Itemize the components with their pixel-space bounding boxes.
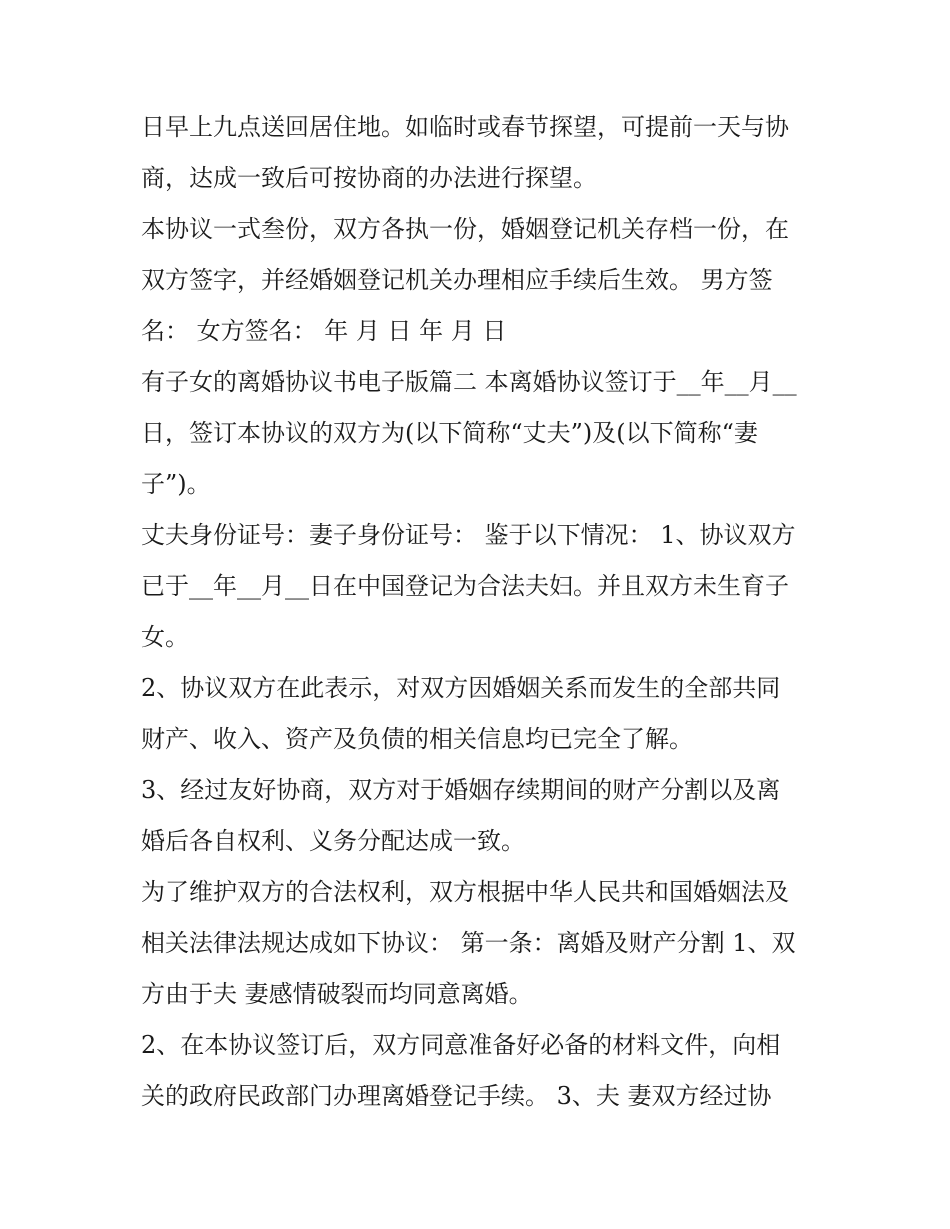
- text-line: 财产、收入、资产及负债的相关信息均已完全了解。: [141, 725, 693, 753]
- text-line: 已于__年__月__日在中国登记为合法夫妇。并且双方未生育子: [141, 572, 789, 600]
- text-line: 丈夫身份证号：妻子身份证号： 鉴于以下情况： 1、协议双方: [141, 521, 796, 549]
- text-line: 日，签订本协议的双方为(以下简称“丈夫”)及(以下简称“妻: [141, 419, 758, 447]
- text-line: 子”)。: [141, 470, 211, 498]
- text-line: 名： 女方签名： 年 月 日 年 月 日: [141, 317, 507, 345]
- text-line: 相关法律法规达成如下协议： 第一条：离婚及财产分割 1、双: [141, 929, 796, 957]
- text-line: 2、协议双方在此表示，对双方因婚姻关系而发生的全部共同: [141, 674, 781, 702]
- text-line: 女。: [141, 623, 189, 651]
- text-line: 2、在本协议签订后，双方同意准备好必备的材料文件，向相: [141, 1031, 781, 1059]
- text-line: 双方签字，并经婚姻登记机关办理相应手续后生效。 男方签: [141, 266, 773, 294]
- text-line: 关的政府民政部门办理离婚登记手续。 3、夫 妻双方经过协: [141, 1082, 772, 1110]
- text-line: 商，达成一致后可按协商的办法进行探望。: [141, 164, 597, 192]
- text-line: 方由于夫 妻感情破裂而均同意离婚。: [141, 980, 533, 1008]
- text-line: 婚后各自权利、义务分配达成一致。: [141, 827, 525, 855]
- text-line: 日早上九点送回居住地。如临时或春节探望，可提前一天与协: [141, 113, 789, 141]
- text-line: 有子女的离婚协议书电子版篇二 本离婚协议签订于__年__月__: [141, 368, 797, 396]
- text-line: 本协议一式叁份，双方各执一份，婚姻登记机关存档一份，在: [141, 215, 789, 243]
- text-line: 为了维护双方的合法权利，双方根据中华人民共和国婚姻法及: [141, 878, 789, 906]
- text-line: 3、经过友好协商，双方对于婚姻存续期间的财产分割以及离: [141, 776, 781, 804]
- document-body: [141, 102, 816, 1122]
